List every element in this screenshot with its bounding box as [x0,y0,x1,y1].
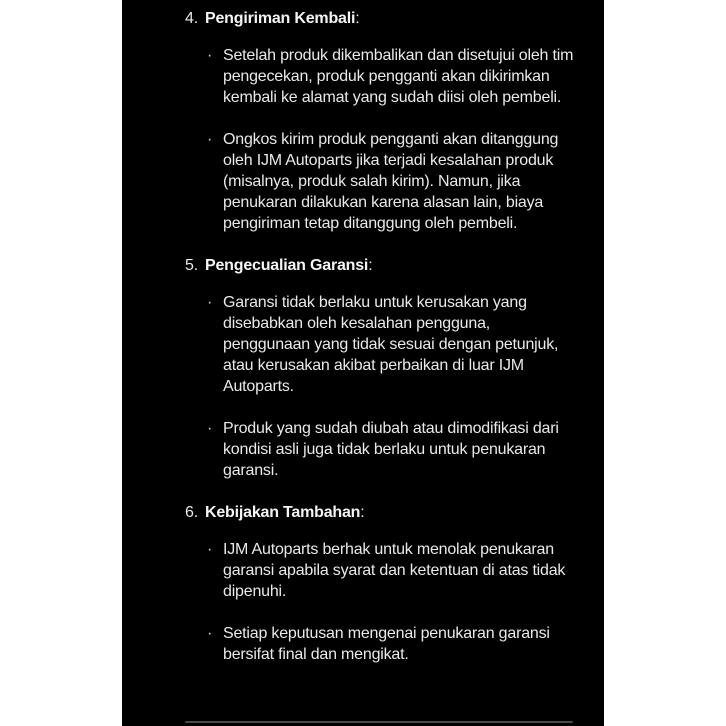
bullet-text: Setelah produk dikembalikan dan disetujui oleh tim pengecekan, produk pengganti akan dikirimkan kembali ke alamat yang sudah diisi oleh pembeli. [223,47,574,106]
bottom-divider [185,721,573,723]
section-number: 5. [185,257,198,274]
policy-text-panel [122,0,604,726]
policy-list [185,8,576,665]
section-title-wrap [205,255,372,276]
section-title: Pengecualian Garansi [205,257,369,274]
policy-section [185,502,576,665]
policy-section [185,8,576,234]
section-title-suffix: : [368,257,373,274]
bullet-item [207,45,576,108]
bullet-text: Garansi tidak berlaku untuk kerusakan yang disebabkan oleh kesalahan pengguna, penggunaan yang tidak sesuai dengan petunjuk, atau kerusakan akibat perbaikan di luar IJM Autoparts. [223,294,559,395]
bullet-item [207,292,576,397]
bullet-dot-icon: · [207,541,213,558]
section-title-wrap [205,8,359,29]
bullet-text: IJM Autoparts berhak untuk menolak penukaran garansi apabila syarat dan ketentuan di atas tidak dipenuhi. [223,541,566,600]
bullet-dot-icon: · [207,420,213,437]
section-title-wrap [205,502,365,523]
section-title: Pengiriman Kembali [205,10,356,27]
section-heading [185,8,576,29]
bullet-item [207,539,576,602]
bullet-dot-icon: · [207,47,213,64]
bullet-item [207,418,576,481]
section-heading [185,255,576,276]
section-heading [185,502,576,523]
bullet-text: Setiap keputusan mengenai penukaran garansi bersifat final dan mengikat. [223,625,550,663]
bullet-item [207,129,576,234]
section-number: 6. [185,504,198,521]
section-title-suffix: : [360,504,365,521]
bullet-item [207,623,576,665]
bullet-dot-icon: · [207,131,213,148]
bullet-text: Produk yang sudah diubah atau dimodifikasi dari kondisi asli juga tidak berlaku untuk penukaran garansi. [223,420,559,479]
section-title-suffix: : [355,10,360,27]
section-number: 4. [185,10,198,27]
policy-section [185,255,576,481]
section-title: Kebijakan Tambahan [205,504,361,521]
bullet-dot-icon: · [207,294,213,311]
bullet-dot-icon: · [207,625,213,642]
bullet-text: Ongkos kirim produk pengganti akan ditanggung oleh IJM Autoparts jika terjadi kesalahan produk (misalnya, produk salah kirim). Namun, jika penukaran dilakukan karena alasan lain, biaya pengiriman tetap ditanggung oleh pembeli. [223,131,559,232]
